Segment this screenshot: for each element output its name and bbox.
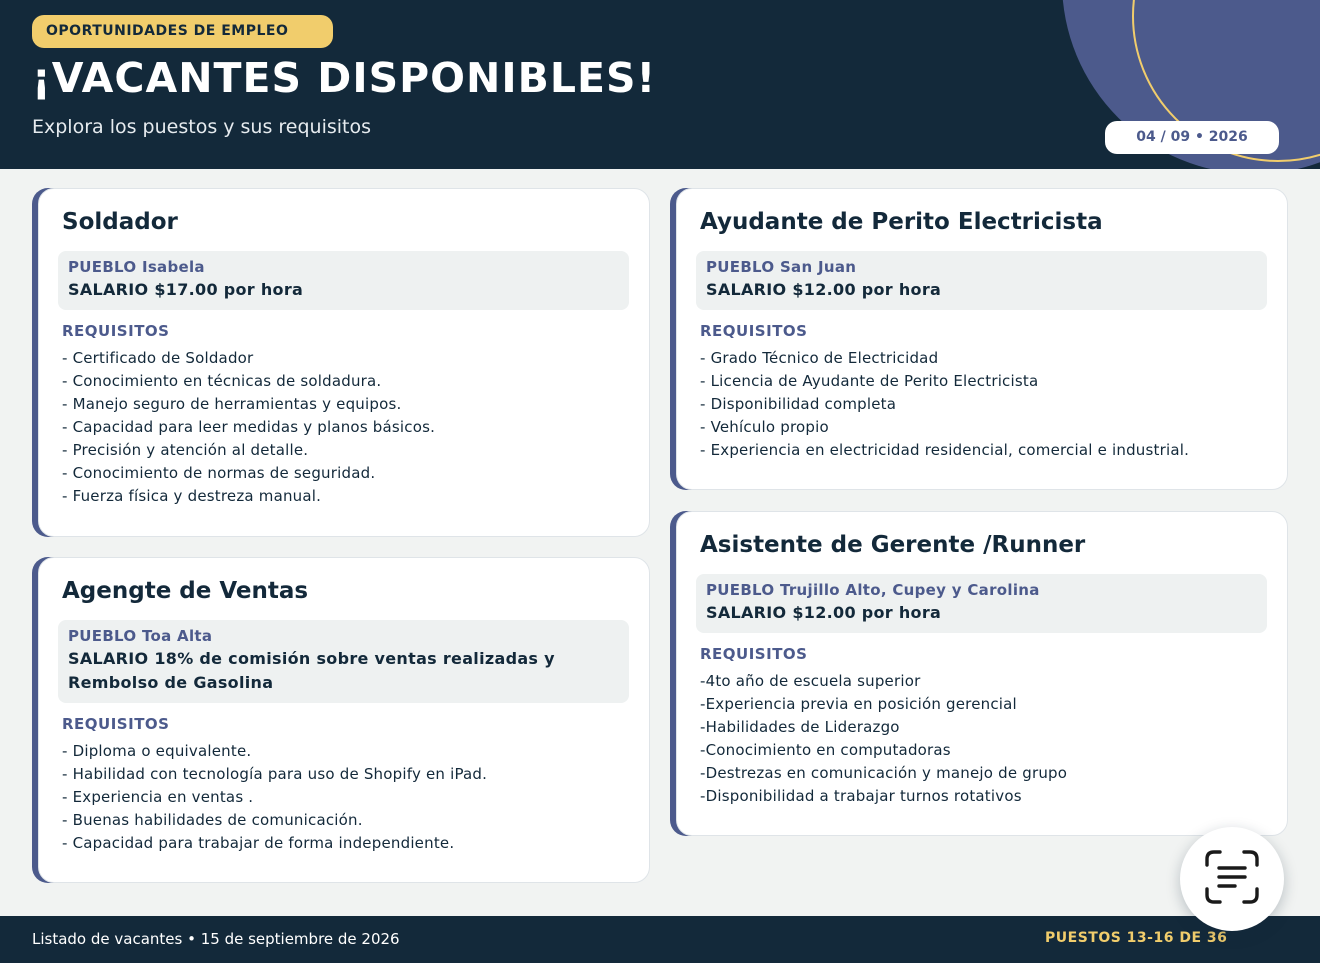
text-scan-button[interactable] — [1180, 827, 1284, 931]
requirement-item: -Experiencia previa en posición gerencial — [700, 695, 1017, 713]
requirement-item: - Experiencia en ventas . — [62, 788, 254, 806]
job-card-ayudante-electricista — [676, 188, 1288, 490]
requirement-item: - Certificado de Soldador — [62, 349, 254, 367]
job-pueblo: PUEBLO San Juan — [706, 258, 857, 276]
job-salario: SALARIO $17.00 por hora — [68, 280, 304, 299]
job-card-agente-ventas — [38, 557, 650, 883]
requirement-item: -Habilidades de Liderazgo — [700, 718, 900, 736]
requirements-label: REQUISITOS — [62, 322, 170, 340]
job-salario: SALARIO $12.00 por hora — [706, 603, 942, 622]
requirement-item: -Conocimiento en computadoras — [700, 741, 951, 759]
requirement-item: - Diploma o equivalente. — [62, 742, 252, 760]
requirement-item: - Capacidad para leer medidas y planos básicos. — [62, 418, 436, 436]
job-salario: SALARIO 18% de comisión sobre ventas realizadas y Rembolso de Gasolina — [68, 649, 555, 692]
job-info-box — [58, 620, 629, 703]
requirement-item: - Capacidad para trabajar de forma independiente. — [62, 834, 455, 852]
requirements-label: REQUISITOS — [62, 715, 170, 733]
job-salario: SALARIO $12.00 por hora — [706, 280, 942, 299]
requirements-list — [62, 347, 629, 508]
job-pueblo: PUEBLO Toa Alta — [68, 627, 213, 645]
job-title: Ayudante de Perito Electricista — [700, 209, 1103, 235]
footer-caption: Listado de vacantes • 15 de septiembre de 2026 — [32, 930, 400, 948]
requirement-item: - Manejo seguro de herramientas y equipos. — [62, 395, 402, 413]
requirement-item: - Disponibilidad completa — [700, 395, 897, 413]
job-title: Agengte de Ventas — [62, 578, 309, 604]
requirement-item: - Experiencia en electricidad residencial, comercial e industrial. — [700, 441, 1190, 459]
requirement-item: - Vehículo propio — [700, 418, 829, 436]
requirements-label: REQUISITOS — [700, 645, 808, 663]
requirement-item: - Conocimiento de normas de seguridad. — [62, 464, 376, 482]
job-info-box — [696, 251, 1267, 310]
requirement-item: - Conocimiento en técnicas de soldadura. — [62, 372, 382, 390]
requirement-item: -Disponibilidad a trabajar turnos rotativos — [700, 787, 1022, 805]
requirement-item: -4to año de escuela superior — [700, 672, 921, 690]
job-title: Asistente de Gerente /Runner — [700, 532, 1086, 558]
requirement-item: - Buenas habilidades de comunicación. — [62, 811, 363, 829]
job-pueblo: PUEBLO Trujillo Alto, Cupey y Carolina — [706, 581, 1040, 599]
requirement-item: - Grado Técnico de Electricidad — [700, 349, 939, 367]
page-subtitle: Explora los puestos y sus requisitos — [32, 116, 372, 138]
page-header — [0, 0, 1320, 169]
job-info-box — [58, 251, 629, 310]
job-card-asistente-gerente — [676, 511, 1288, 836]
page-title: ¡VACANTES DISPONIBLES! — [32, 54, 657, 102]
requirements-list — [700, 670, 1267, 808]
requirement-item: - Licencia de Ayudante de Perito Electricista — [700, 372, 1039, 390]
job-pueblo: PUEBLO Isabela — [68, 258, 205, 276]
page-footer — [0, 916, 1320, 963]
requirement-item: - Precisión y atención al detalle. — [62, 441, 309, 459]
job-card-soldador — [38, 188, 650, 537]
job-info-box — [696, 574, 1267, 633]
requirement-item: - Fuerza física y destreza manual. — [62, 487, 322, 505]
job-title: Soldador — [62, 209, 178, 235]
footer-page-range: PUESTOS 13-16 DE 36 — [1045, 930, 1228, 946]
text-scan-icon — [1203, 848, 1261, 910]
requirements-list — [62, 740, 629, 855]
requirements-list — [700, 347, 1267, 462]
header-kicker-badge: OPORTUNIDADES DE EMPLEO — [32, 15, 333, 48]
requirement-item: - Habilidad con tecnología para uso de Shopify en iPad. — [62, 765, 488, 783]
requirement-item: -Destrezas en comunicación y manejo de grupo — [700, 764, 1068, 782]
date-badge: 04 / 09 • 2026 — [1105, 121, 1279, 154]
requirements-label: REQUISITOS — [700, 322, 808, 340]
